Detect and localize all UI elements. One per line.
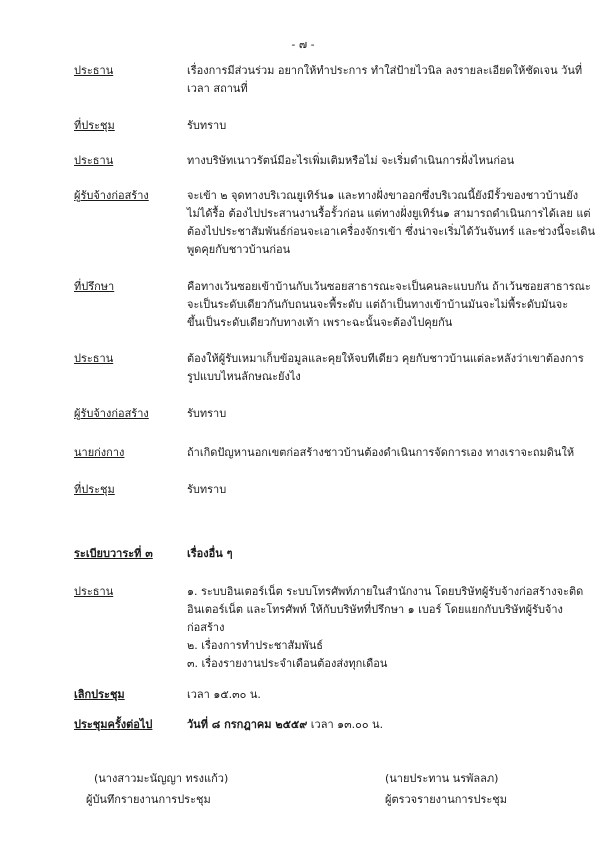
closing-time: เวลา ๑๕.๓๐ น. (187, 688, 261, 701)
speaker-label: ที่ประชุม (74, 119, 115, 132)
text-line: ๑. ระบบอินเตอร์เน็ต ระบบโทรศัพท์ภายในสำนักงาน โดยบริษัทผู้รับจ้างก่อสร้างจะติด (187, 585, 584, 598)
text-line: ๓. เรื่องรายงานประจำเดือนต้องส่งทุกเดือน (187, 657, 388, 670)
text-line: คือทางเว้นซอยเข้าบ้านกับเว้นซอยสาธารณะจะเป็นคนละแบบกัน ถ้าเว้นซอยสาธารณะ (187, 280, 591, 293)
entry-text (187, 187, 596, 259)
speaker-label: ผู้รับจ้างก่อสร้าง (74, 189, 149, 202)
agenda-label: ระเบียบวาระที่ ๓ (74, 547, 153, 560)
speaker-label: ประธาน (74, 64, 114, 77)
reviewer-role: ผู้ตรวจรายงานการประชุม (385, 793, 507, 806)
entry-text (187, 481, 542, 499)
next-meeting-date: วันที่ ๘ กรกฎาคม ๒๕๕๙ (187, 718, 308, 731)
next-meeting-time: เวลา ๑๓.๐๐ น. (307, 718, 384, 731)
text-line: รับทราบ (187, 407, 227, 420)
text-line: อินเตอร์เน็ต และโทรศัพท์ ให้กับบริษัทที่ปรึกษา ๑ เบอร์ โดยแยกกับบริษัทผู้รับจ้าง (187, 603, 563, 616)
entry-text (187, 278, 591, 332)
speaker-label: ที่ปรึกษา (74, 280, 115, 293)
text-line: ไม่ได้รื้อ ต้องไปประสานงานรื้อรั้วก่อน แต่ทางฝั่งยูเทิร์น๑ สามารถดำเนินการได้เลย แต่ (187, 207, 591, 220)
text-line: ต้องไปประชาสัมพันธ์ก่อนจะเอาเครื่องจักรเข้า ซึ่งน่าจะเริ่มได้วันจันทร์ และช่วงนี้จะเดิน (187, 225, 596, 238)
speaker-label: ประธาน (74, 585, 114, 598)
speaker-label: ที่ประชุม (74, 483, 115, 496)
closing-label: เลิกประชุม (74, 688, 125, 701)
text-line: เรื่องการมีส่วนร่วม อยากให้ทำประการ ทำใส่ป้ายไวนิล ลงรายละเอียดให้ชัดเจน วันที่ (187, 64, 583, 77)
entry-text (187, 405, 542, 423)
reviewer-name: (นายประทาน นรพัลลภ) (385, 772, 499, 785)
entry-text (187, 62, 583, 98)
text-line: ทางบริษัทเนาวรัตน์มีอะไรเพิ่มเติมหรือไม่ จะเริ่มดำเนินการฝั่งไหนก่อน (187, 154, 515, 167)
entry-text (187, 152, 542, 170)
recorder-signature (86, 768, 229, 810)
text-line: เวลา สถานที่ (187, 82, 248, 95)
page-number: - ๗ - (291, 38, 315, 51)
text-line: พูดคุยกับชาวบ้านก่อน (187, 243, 291, 256)
text-line: จะเข้า ๒ จุดทางบริเวณยูเทิร์น๑ และทางฝั่งขาออกซึ่งบริเวณนี้ยังมีรั้วของชาวบ้านยัง (187, 189, 579, 202)
entry-text (187, 583, 584, 673)
speaker-label: ผู้รับจ้างก่อสร้าง (74, 407, 149, 420)
speaker-label: นายก่งกาง (74, 446, 125, 459)
text-line: ต้องให้ผู้รับเหมาเก็บข้อมูลและคุยให้จบทีเดียว คุยกับชาวบ้านแต่ละหลังว่าเขาต้องการ (187, 352, 584, 365)
next-meeting-label: ประชุมครั้งต่อไป (74, 718, 153, 731)
speaker-label: ประธาน (74, 154, 114, 167)
text-line: ถ้าเกิดปัญหานอกเขตก่อสร้างชาวบ้านต้องดำเนินการจัดการเอง ทางเราจะถมดินให้ (187, 446, 575, 459)
text-line: ก่อสร้าง (187, 621, 225, 634)
entry-text (187, 444, 575, 462)
entry-text (187, 350, 584, 386)
text-line: ขึ้นเป็นระดับเดียวกับทางเท้า เพราะฉะนั้นจะต้องไปคุยกัน (187, 316, 453, 329)
recorder-name: (นางสาวมะนัญญา ทรงแก้ว) (94, 772, 229, 785)
agenda-title: เรื่องอื่น ๆ (187, 547, 233, 560)
reviewer-signature (385, 768, 507, 810)
text-line: รับทราบ (187, 119, 227, 132)
text-line: รับทราบ (187, 483, 227, 496)
speaker-label: ประธาน (74, 352, 114, 365)
text-line: จะเป็นระดับเดียวกันกับถนนจะพื้ระดับ แต่ถ้าเป็นทางเข้าบ้านมันจะไม่พื้ระดับมันจะ (187, 298, 569, 311)
text-line: ๒. เรื่องการทำประชาสัมพันธ์ (187, 639, 323, 652)
next-meeting-datetime (187, 716, 542, 734)
entry-text (187, 117, 542, 135)
recorder-role: ผู้บันทึกรายงานการประชุม (86, 793, 211, 806)
text-line: รูปแบบไหนลักษณะยังไง (187, 370, 301, 383)
